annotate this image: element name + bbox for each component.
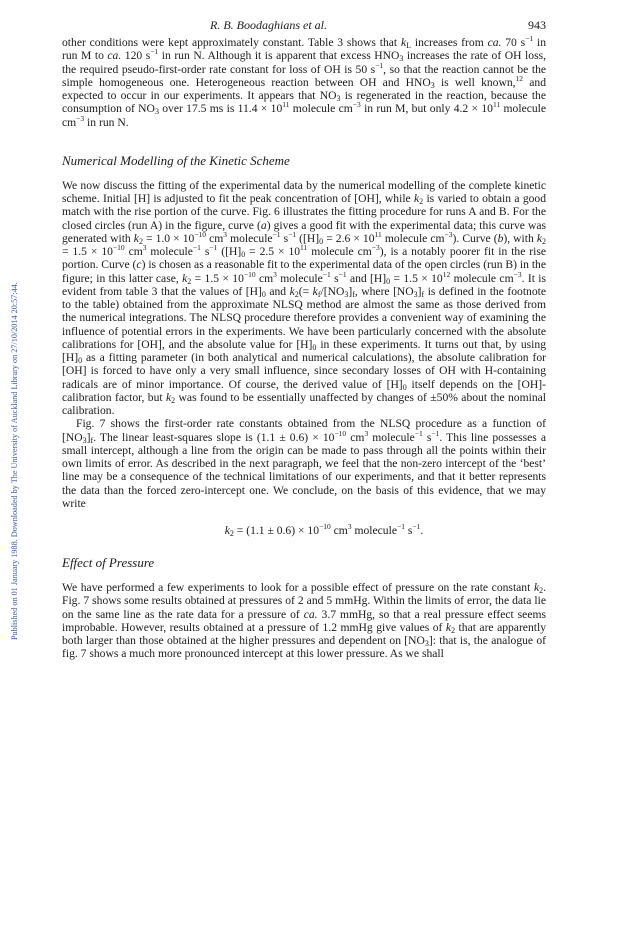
section-heading-modelling: Numerical Modelling of the Kinetic Scheme	[62, 152, 290, 168]
running-header	[62, 18, 546, 36]
paragraph-pressure: We have performed a few experiments to look for a possible effect of pressure on the rate constant $k_2$. Fig. 7 shows some results obtained at pressures of 2 and 5 mmHg. Within the limits of error, the data lie on the same line as the rate data for a pressure of ca. 3.7 mmHg, so that a real pressure effect seems improbable. However, results obtained at a pressure of 1.2 mmHg give values of $k_2$ that are apparently both larger than those obtained at the higher pressures and dependent on $[NO_3]$: that is, the analogue of fig. 7 shows a much more pronounced intercept at this lower pressure. As we shall	[62, 581, 547, 661]
equation-k2: $k_2 = (1.1 \pm 0.6) \times 10^{-10}$ $cm^3$ molecule$^{-1}$ $s^{-1}$.	[224, 522, 424, 538]
paragraph-modelling: We now discuss the fitting of the experimental data by the numerical modelling of the complete kinetic scheme. Initial [H] is adjusted to fit the peak concentration of [OH], while $k_2$ is varied to obtain a good match with the rise portion of the curve. Fig. 6 illustrates the fitting procedure for runs A and B. For the closed circles (run A) in the figure, curve (a) gives a good fit with the experimental data; this curve was generated with $k_2 = 1.0 \times 10^{-10}$ $cm^3$ molecule$^{-1}$ $s^{-1}$ ($[H]_0 = 2.6 \times 10^{11}$ molecule $cm^{-3}$). Curve (b), with $k_2 = 1.5 \times 10^{-10}$ $cm^3$ molecule$^{-1}$ $s^{-1}$ ($[H]_0 = 2.5 \times 10^{11}$ molecule $cm^{-3}$), is a notably poorer fit in the rise portion. Curve (c) is chosen as a reasonable fit to the experimental data of the open circles (run B) in the figure; in this latter case, $k_2 = 1.5 \times 10^{-10}$ $cm^3$ molecule$^{-1}$ $s^{-1}$ and $[H]_0 = 1.5 \times 10^{12}$ molecule $cm^{-3}$. It is evident from table 3 that the values of $[H]_0$ and $k_2(= k_f/[NO_3]_f$, where $[NO_3]_f$ is defined in the footnote to the table) obtained from the approximate NLSQ method are almost the same as those derived from the numerical integrations. The NLSQ procedure therefore provides a convenient way of examining the influence of potential errors in the experiments. We have been particularly concerned with the absolute calibrations for [OH], and the absolute value for $[H]_0$ in these experiments. It turns out that, by using $[H]_0$ as a fitting parameter (in both analytical and numerical calculations), the absolute calibration for [OH] is forced to have only a very small influence, since secondary losses of OH with H-containing radicals are of minor importance. Of course, the derived value of $[H]_0$ itself depends on the [OH]-calibration factor, but $k_2$ was found to be essentially unaffected by changes of ±50% about the nominal calibration.	[62, 178, 547, 417]
download-watermark	[10, 40, 22, 640]
paragraph-intro: other conditions were kept approximately constant. Table 3 shows that $k_L$ increases from ca. 70 $s^{-1}$ in run M to ca. 120 $s^{-1}$ in run N. Although it is apparent that excess $HNO_3$ increases the rate of OH loss, the required pseudo-first-order rate constant for loss of OH is 50 $s^{-1}$, so that the reaction cannot be the simple homogeneous one. Heterogeneous reaction between OH and $HNO_3$ is well known,$^{12}$ and expected to occur in our experiments. It appears that $NO_3$ is regenerated in the reaction, because the consumption of $NO_3$ over 17.5 ms is $11.4 \times 10^{11}$ molecule $cm^{-3}$ in run M, but only $4.2 \times 10^{11}$ molecule $cm^{-3}$ in run N.	[62, 34, 547, 129]
section-heading-pressure: Effect of Pressure	[62, 555, 155, 570]
running-title: R. B. Boodaghians et al.	[210, 18, 327, 32]
page-body	[62, 18, 546, 661]
paragraph-fig7: Fig. 7 shows the first-order rate constants obtained from the NLSQ procedure as a function of $[NO_3]_f$. The linear least-squares slope is $(1.1 \pm 0.6) \times 10^{-10}$ $cm^3$ molecule$^{-1}$ $s^{-1}$. This line possesses a small intercept, although a line from the origin can be made to pass through all the points within their own limits of error. As described in the next paragraph, we feel that the non-zero intercept of the ‘best’ line may be a consequence of the technical limitations of our experiments, and that it better represents the data than the forced zero-intercept one. We conclude, on the basis of this evidence, that we may write	[62, 417, 547, 510]
page-number: 943	[528, 18, 546, 32]
download-watermark-text: Published on 01 January 1988. Downloaded by The University of Auckland Library on 27/10/2014 20:57:44.	[10, 282, 19, 640]
